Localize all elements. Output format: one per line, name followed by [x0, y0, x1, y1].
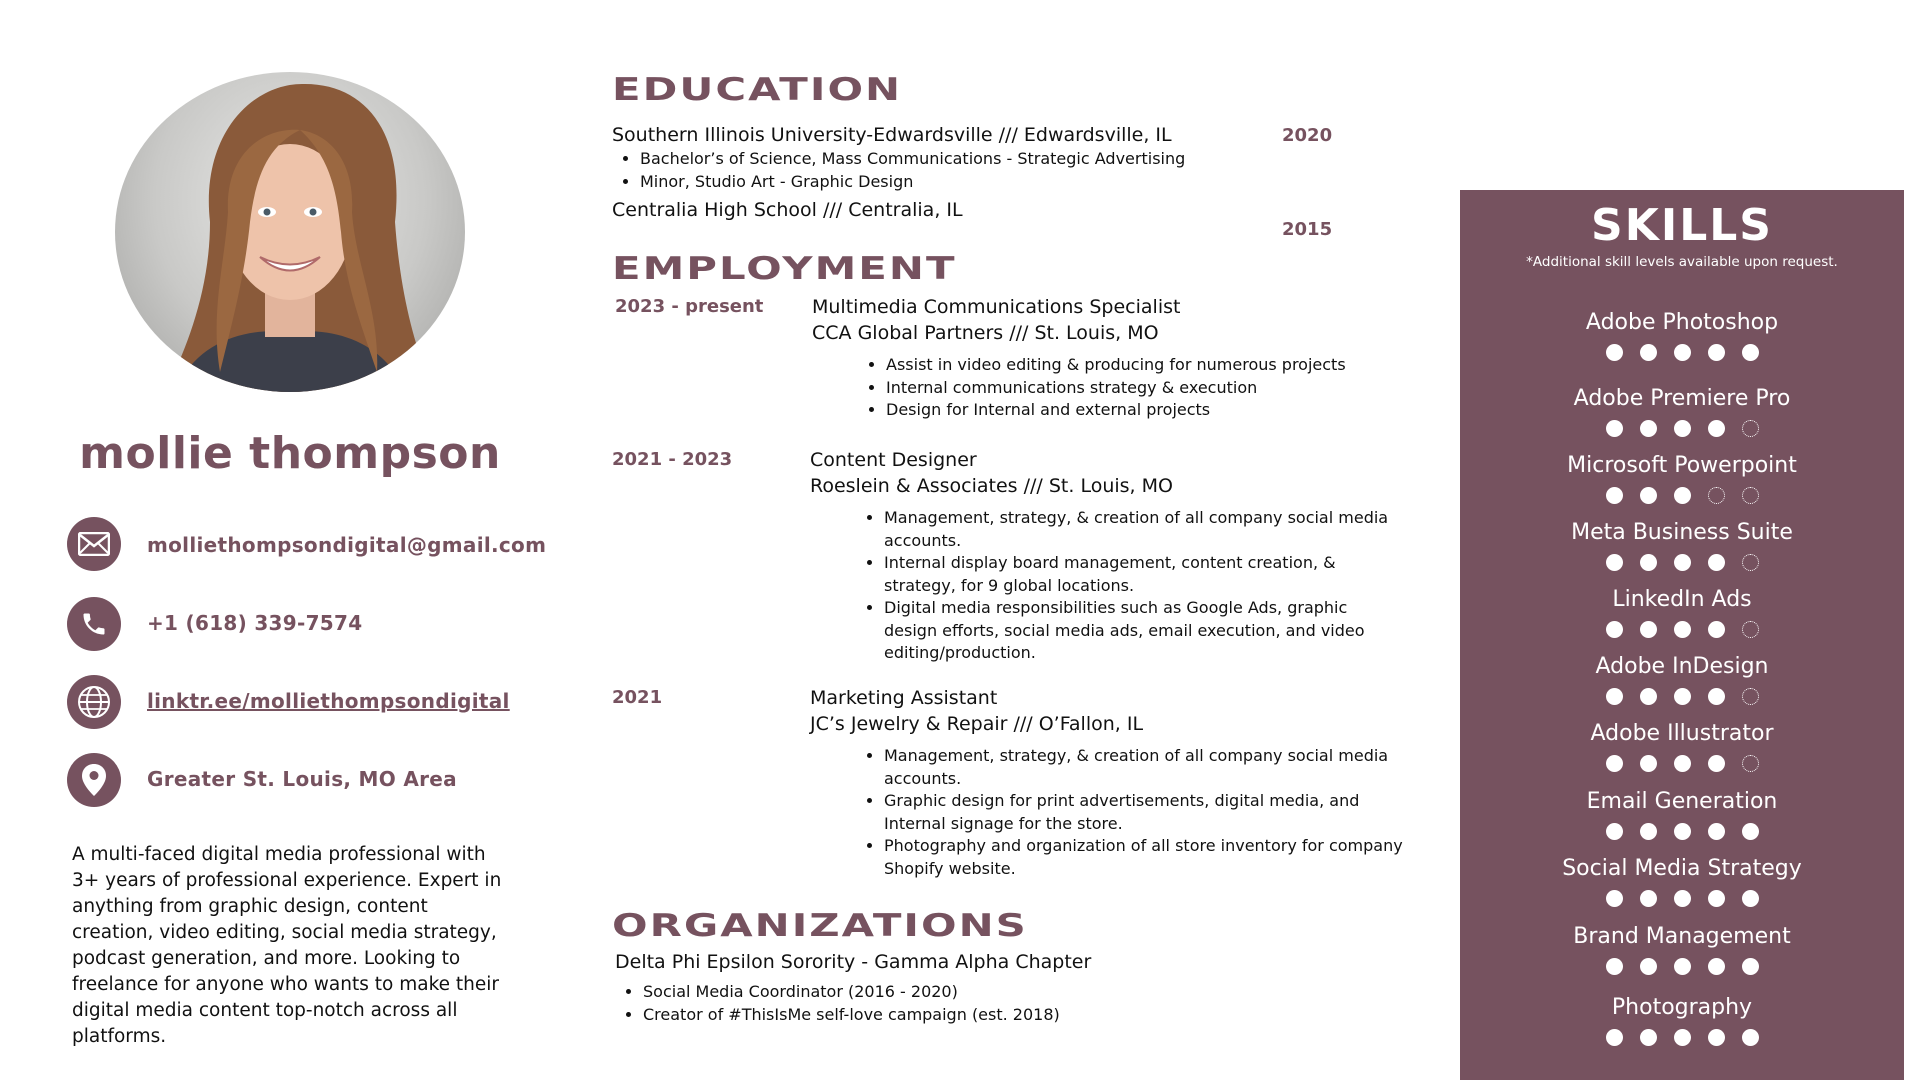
skill-rating: [1460, 420, 1904, 437]
rating-dot-filled: [1606, 890, 1623, 907]
rating-dot-filled: [1708, 755, 1725, 772]
rating-dot-filled: [1640, 554, 1657, 571]
job-1-company: CCA Global Partners /// St. Louis, MO: [812, 322, 1159, 344]
email-link[interactable]: molliethompsondigital@gmail.com: [147, 533, 547, 557]
rating-dot-filled: [1674, 554, 1691, 571]
rating-dot-filled: [1640, 958, 1657, 975]
rating-dot-filled: [1674, 487, 1691, 504]
skill-item: [1460, 789, 1904, 840]
list-item: • Management, strategy, & creation of all company social media accounts.: [884, 507, 1404, 552]
job-2-company: Roeslein & Associates /// St. Louis, MO: [810, 475, 1173, 497]
list-item: • Internal communications strategy & execution: [886, 377, 1406, 400]
rating-dot-filled: [1708, 958, 1725, 975]
job-2-dates: 2021 - 2023: [612, 449, 733, 470]
skill-item: [1460, 453, 1904, 504]
candidate-name: mollie thompson: [79, 428, 501, 479]
education-school-2: Centralia High School /// Centralia, IL: [612, 199, 963, 221]
profile-photo: [115, 72, 465, 392]
rating-dot-filled: [1674, 755, 1691, 772]
education-school-1: Southern Illinois University-Edwardsville /// Edwardsville, IL: [612, 124, 1172, 146]
organization-bullets: [623, 981, 1060, 1026]
location-text: Greater St. Louis, MO Area: [147, 767, 457, 791]
rating-dot-empty: [1742, 487, 1759, 504]
list-item: • Photography and organization of all store inventory for company Shopify website.: [884, 835, 1404, 880]
skills-heading: SKILLS: [1591, 200, 1773, 251]
rating-dot-filled: [1640, 621, 1657, 638]
rating-dot-filled: [1606, 688, 1623, 705]
professional-summary: A multi-faced digital media professional with 3+ years of professional experience. Expert in anything from graphic design, content creation, video editing, social media strategy, podcast generation, and more. Looking to freelance for anyone who wants to make their digital media content top-notch across all platforms.: [72, 844, 502, 1047]
list-item: • Internal display board management, content creation, & strategy, for 9 global locations.: [884, 552, 1404, 597]
rating-dot-filled: [1674, 420, 1691, 437]
job-3-dates: 2021: [612, 687, 663, 708]
list-item: • Social Media Coordinator (2016 - 2020): [643, 981, 1060, 1004]
skill-rating: [1460, 755, 1904, 772]
list-item: • Minor, Studio Art - Graphic Design: [640, 171, 1185, 194]
rating-dot-filled: [1708, 420, 1725, 437]
skill-rating: [1460, 344, 1904, 361]
skill-item: [1460, 386, 1904, 437]
rating-dot-filled: [1708, 344, 1725, 361]
job-1-dates: 2023 - present: [615, 296, 764, 317]
job-2-bullets: [864, 507, 1404, 665]
skill-name: LinkedIn Ads: [1612, 587, 1752, 612]
organizations-heading: ORGANIZATIONS: [612, 908, 1028, 944]
rating-dot-filled: [1640, 420, 1657, 437]
skill-name: Microsoft Powerpoint: [1567, 453, 1797, 478]
envelope-icon: [67, 517, 121, 571]
skill-item: [1460, 856, 1904, 907]
rating-dot-filled: [1640, 823, 1657, 840]
rating-dot-empty: [1742, 755, 1759, 772]
rating-dot-filled: [1674, 958, 1691, 975]
employment-heading: EMPLOYMENT: [612, 251, 957, 287]
rating-dot-filled: [1742, 344, 1759, 361]
skill-name: Adobe Premiere Pro: [1573, 386, 1791, 411]
rating-dot-filled: [1606, 958, 1623, 975]
education-year-1: 2020: [1282, 125, 1333, 146]
job-1-bullets: [866, 354, 1406, 422]
skill-rating: [1460, 958, 1904, 975]
location-pin-icon: [67, 753, 121, 807]
phone-icon: [67, 597, 121, 651]
skill-item: [1460, 587, 1904, 638]
skill-name: Adobe Photoshop: [1585, 310, 1779, 335]
organization-name: Delta Phi Epsilon Sorority - Gamma Alpha Chapter: [615, 951, 1092, 973]
rating-dot-filled: [1708, 823, 1725, 840]
rating-dot-filled: [1674, 890, 1691, 907]
rating-dot-filled: [1742, 1029, 1759, 1046]
rating-dot-filled: [1640, 487, 1657, 504]
rating-dot-filled: [1640, 890, 1657, 907]
list-item: • Creator of #ThisIsMe self-love campaign (est. 2018): [643, 1004, 1060, 1027]
rating-dot-filled: [1742, 823, 1759, 840]
list-item: • Bachelor’s of Science, Mass Communications - Strategic Advertising: [640, 148, 1185, 171]
skill-name: Adobe Illustrator: [1590, 721, 1774, 746]
job-1-role: Multimedia Communications Specialist: [812, 296, 1181, 318]
skill-rating: [1460, 487, 1904, 504]
list-item: • Graphic design for print advertisements, digital media, and Internal signage for the store.: [884, 790, 1404, 835]
education-year-2: 2015: [1282, 219, 1333, 240]
skill-name: Brand Management: [1573, 924, 1791, 949]
rating-dot-filled: [1640, 688, 1657, 705]
rating-dot-filled: [1674, 1029, 1691, 1046]
rating-dot-filled: [1606, 755, 1623, 772]
skill-rating: [1460, 554, 1904, 571]
skill-rating: [1460, 621, 1904, 638]
rating-dot-filled: [1674, 688, 1691, 705]
rating-dot-filled: [1606, 554, 1623, 571]
rating-dot-filled: [1742, 890, 1759, 907]
list-item: • Assist in video editing & producing for numerous projects: [886, 354, 1406, 377]
phone-number[interactable]: +1 (618) 339-7574: [147, 611, 363, 635]
rating-dot-filled: [1708, 1029, 1725, 1046]
rating-dot-empty: [1742, 621, 1759, 638]
rating-dot-filled: [1708, 890, 1725, 907]
rating-dot-filled: [1606, 344, 1623, 361]
list-item: • Management, strategy, & creation of all company social media accounts.: [884, 745, 1404, 790]
rating-dot-filled: [1742, 958, 1759, 975]
education-details-1: [620, 148, 1185, 193]
skill-rating: [1460, 823, 1904, 840]
linktree-link[interactable]: linktr.ee/molliethompsondigital: [147, 689, 510, 713]
skill-item: [1460, 520, 1904, 571]
rating-dot-filled: [1606, 823, 1623, 840]
skill-item: [1460, 924, 1904, 975]
skill-name: Social Media Strategy: [1562, 856, 1802, 881]
rating-dot-filled: [1606, 1029, 1623, 1046]
skill-rating: [1460, 688, 1904, 705]
skill-item: [1460, 721, 1904, 772]
rating-dot-filled: [1674, 621, 1691, 638]
rating-dot-filled: [1674, 823, 1691, 840]
rating-dot-filled: [1674, 344, 1691, 361]
rating-dot-filled: [1708, 621, 1725, 638]
rating-dot-empty: [1742, 554, 1759, 571]
skill-item: [1460, 995, 1904, 1046]
rating-dot-filled: [1606, 420, 1623, 437]
rating-dot-filled: [1606, 621, 1623, 638]
rating-dot-filled: [1640, 755, 1657, 772]
skill-name: Meta Business Suite: [1571, 520, 1793, 545]
rating-dot-empty: [1708, 487, 1725, 504]
rating-dot-filled: [1640, 1029, 1657, 1046]
job-3-bullets: [864, 745, 1404, 880]
job-3-role: Marketing Assistant: [810, 687, 998, 709]
job-3-company: JC’s Jewelry & Repair /// O’Fallon, IL: [810, 713, 1144, 735]
skill-name: Adobe InDesign: [1595, 654, 1769, 679]
rating-dot-filled: [1606, 487, 1623, 504]
skill-name: Email Generation: [1586, 789, 1778, 814]
rating-dot-empty: [1742, 420, 1759, 437]
list-item: • Digital media responsibilities such as Google Ads, graphic design efforts, social media ads, email execution, and video editing/production.: [884, 597, 1404, 665]
skill-rating: [1460, 890, 1904, 907]
rating-dot-filled: [1640, 344, 1657, 361]
skill-rating: [1460, 1029, 1904, 1046]
portrait-illustration: [115, 72, 465, 392]
rating-dot-filled: [1708, 688, 1725, 705]
globe-icon: [67, 675, 121, 729]
list-item: • Design for Internal and external projects: [886, 399, 1406, 422]
rating-dot-filled: [1708, 554, 1725, 571]
education-heading: EDUCATION: [612, 72, 903, 108]
job-2-role: Content Designer: [810, 449, 977, 471]
rating-dot-empty: [1742, 688, 1759, 705]
skill-item: [1460, 310, 1904, 361]
skills-note: *Additional skill levels available upon request.: [1526, 254, 1838, 270]
skill-item: [1460, 654, 1904, 705]
skill-name: Photography: [1611, 995, 1753, 1020]
